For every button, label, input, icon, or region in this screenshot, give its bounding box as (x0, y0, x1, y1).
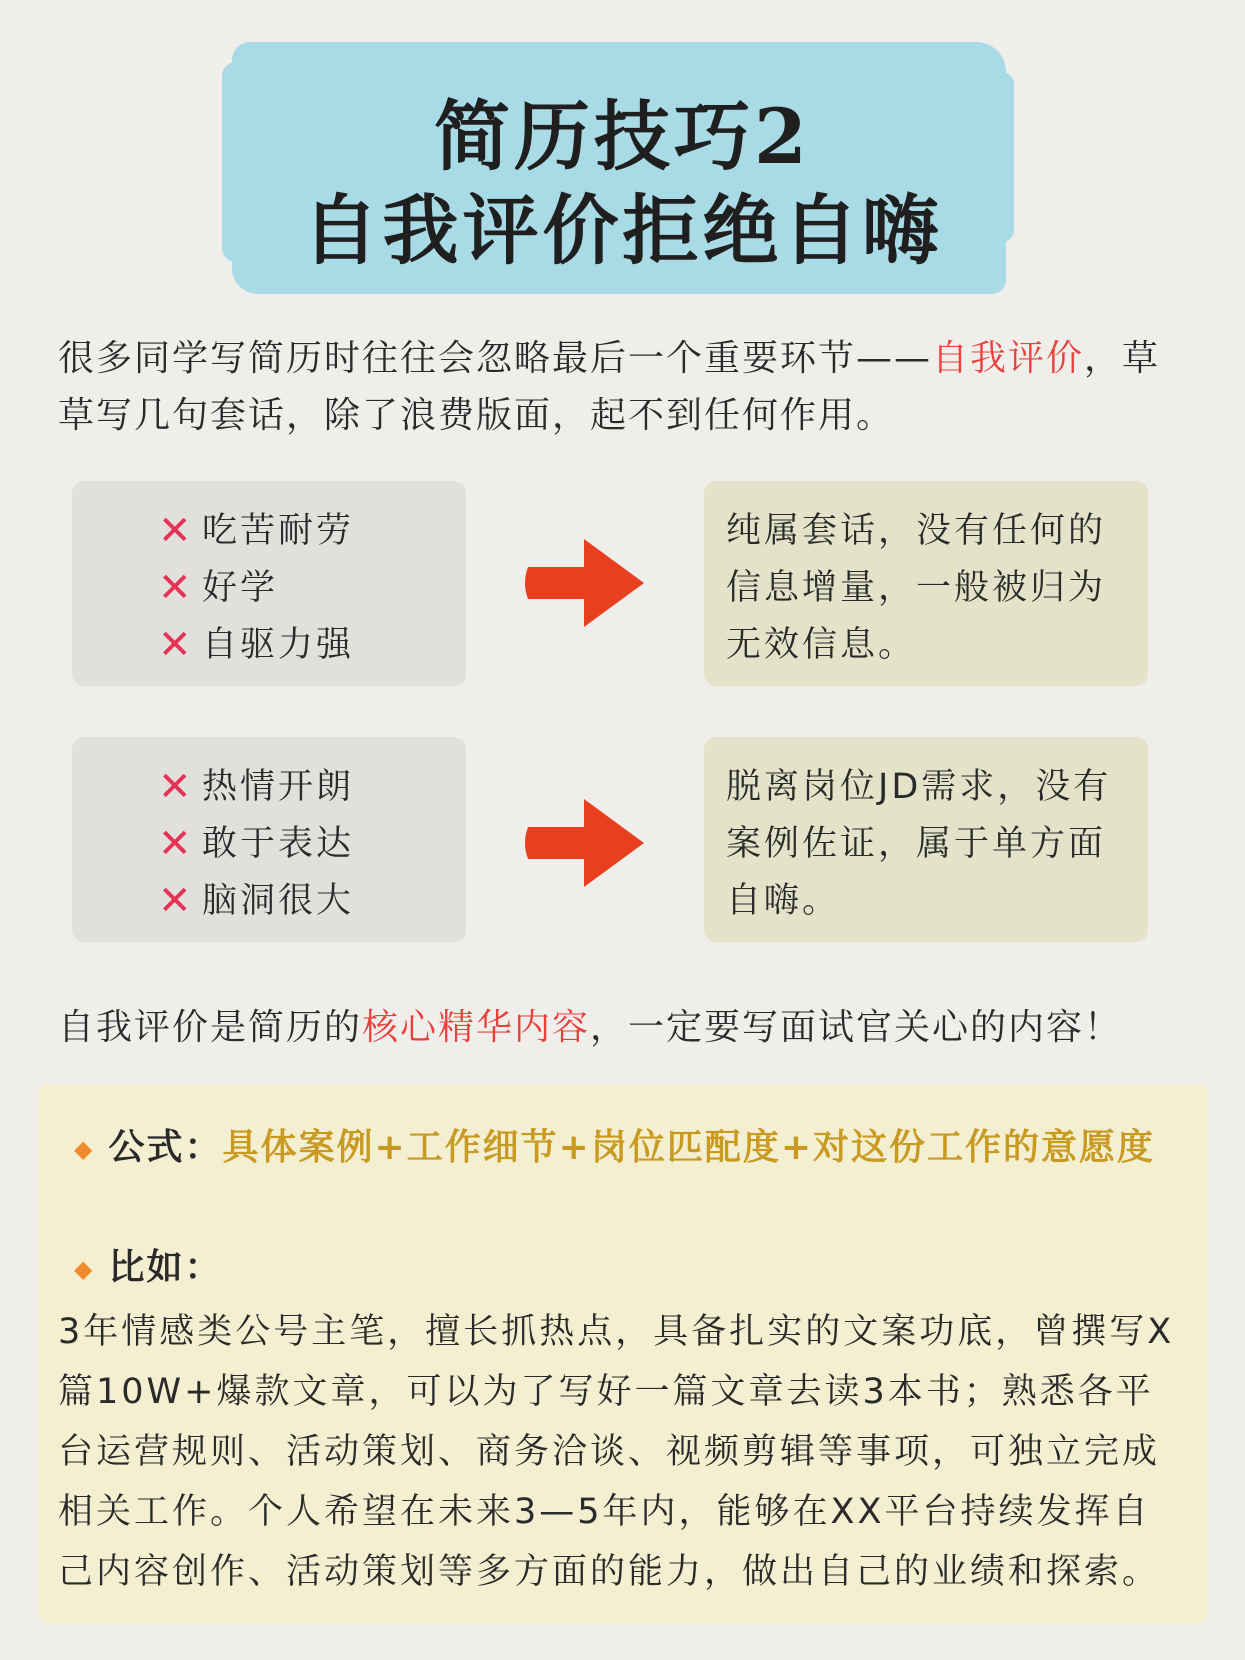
diamond-bullet-icon: ◆ (74, 1255, 95, 1283)
red-arrow-right-icon (522, 533, 648, 633)
bad-example-text: 敢于表达 (202, 824, 355, 864)
cross-icon: ✕ (158, 622, 195, 668)
bad-example-text: 好学 (202, 568, 279, 608)
core-text-after: ，一定要写面试官关心的内容！ (590, 1007, 1123, 1048)
intro-text-after: ，草草写几句套话，除了浪费版面，起不到任何作用。 (58, 338, 1161, 436)
bad-example-item (158, 617, 354, 674)
bad-examples-card-1 (72, 481, 466, 686)
formula-label: 公式： (108, 1127, 223, 1168)
bad-example-item (158, 873, 354, 930)
formula-line (74, 1122, 1214, 1175)
formula-value: 具体案例+工作细节+岗位匹配度+对这份工作的意愿度 (222, 1127, 1155, 1168)
bad-example-text: 吃苦耐劳 (202, 511, 355, 551)
core-text-before: 自我评价是简历的 (58, 1007, 363, 1048)
bad-example-item (158, 759, 354, 816)
bad-examples-card-2 (72, 737, 466, 942)
bad-example-text: 热情开朗 (202, 767, 355, 807)
cross-icon: ✕ (158, 565, 195, 611)
explanation-card-1 (704, 481, 1148, 686)
bad-example-text: 脑洞很大 (202, 881, 355, 921)
intro-text-before: 很多同学写简历时往往会忽略最后一个重要环节—— (58, 338, 933, 379)
cross-icon: ✕ (158, 878, 195, 924)
core-highlight: 核心精华内容 (362, 1007, 591, 1048)
intro-paragraph (58, 330, 1198, 444)
bad-example-item (158, 503, 354, 560)
bad-example-item (158, 560, 354, 617)
red-arrow-right-icon (522, 793, 648, 893)
example-label: 比如： (108, 1247, 223, 1288)
bad-example-item (158, 816, 354, 873)
bad-examples-list-2 (158, 759, 354, 930)
cross-icon: ✕ (158, 821, 195, 867)
example-body: 3年情感类公号主笔，擅长抓热点，具备扎实的文案功底，曾撰写X篇10W+爆款文章，可以为了写好一篇文章去读3本书；熟悉各平台运营规则、活动策划、商务洽谈、视频剪辑等事项，可独立完成相关工作。个人希望在未来3—5年内，能够在XX平台持续发挥自己内容创作、活动策划等多方面的能力，做出自己的业绩和探索。 (58, 1312, 1175, 1592)
cross-icon: ✕ (158, 508, 195, 554)
bad-examples-list-1 (158, 503, 354, 674)
page-subtitle: 自我评价拒绝自嗨 (302, 186, 943, 275)
core-statement (58, 1002, 1198, 1054)
cross-icon: ✕ (158, 764, 195, 810)
bad-example-text: 自驱力强 (202, 625, 355, 665)
explanation-text: 脱离岗位JD需求，没有案例佐证，属于单方面自嗨。 (726, 767, 1112, 921)
intro-highlight: 自我评价 (932, 338, 1085, 379)
example-heading (74, 1242, 222, 1295)
explanation-text: 纯属套话，没有任何的信息增量，一般被归为无效信息。 (726, 511, 1107, 665)
explanation-card-2 (704, 737, 1148, 942)
diamond-bullet-icon: ◆ (74, 1135, 95, 1163)
page-title: 简历技巧2 (434, 92, 811, 181)
